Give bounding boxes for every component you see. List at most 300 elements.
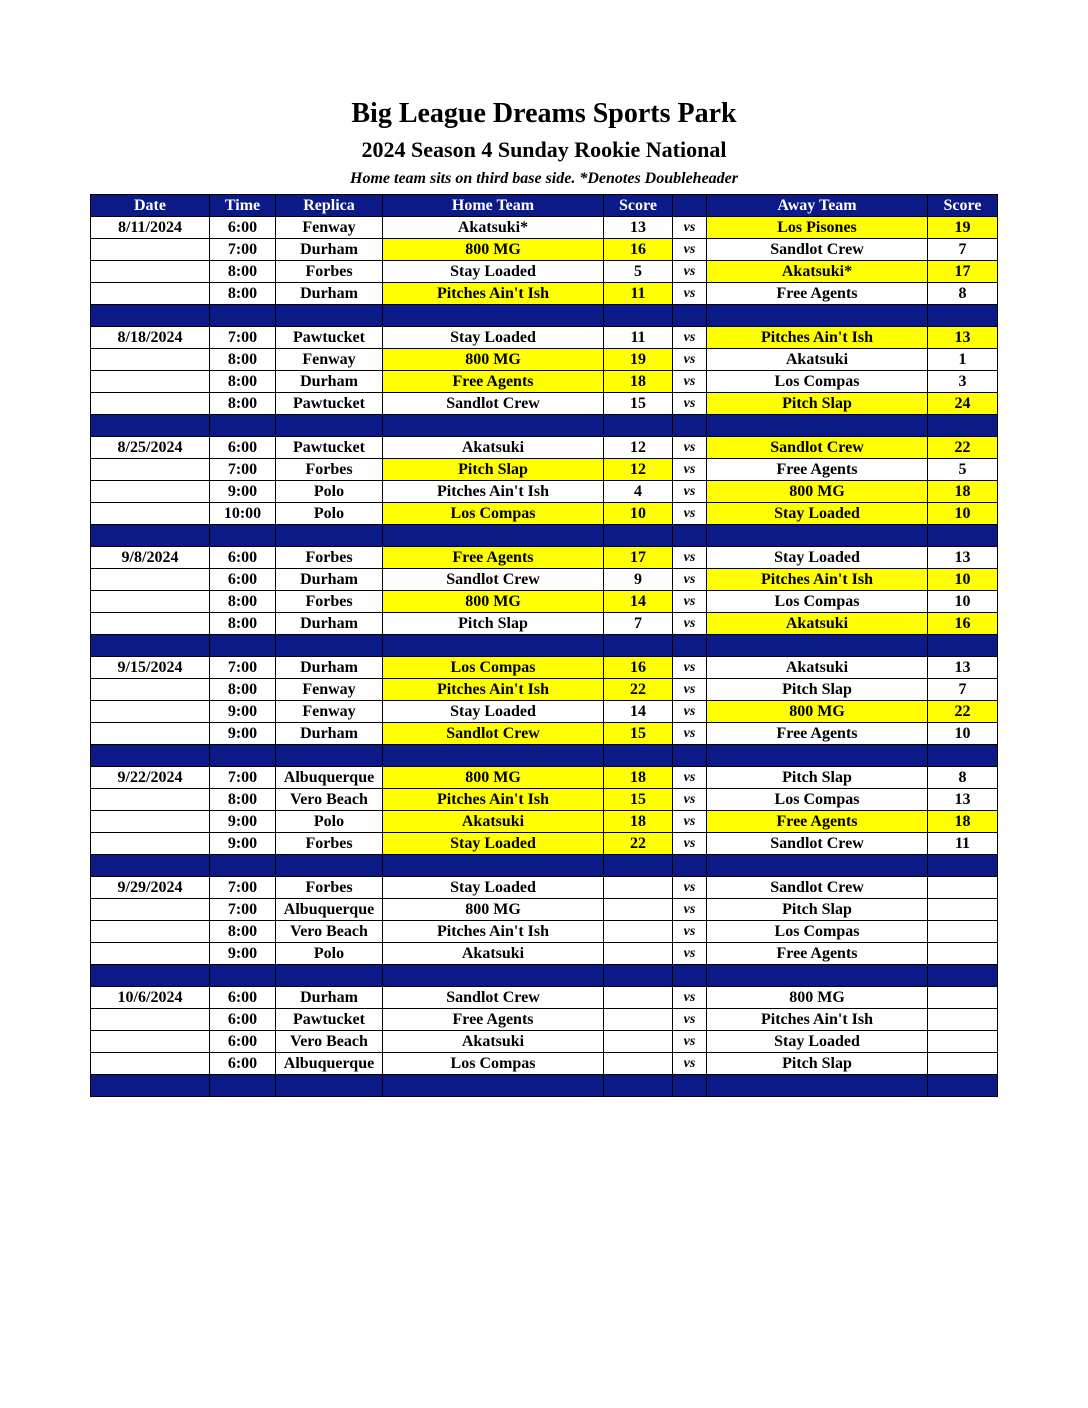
separator-cell: [276, 965, 383, 987]
week-separator-row: [91, 305, 998, 327]
time-cell: 8:00: [210, 591, 276, 613]
game-row: [91, 371, 998, 393]
replica-cell: Polo: [276, 811, 383, 833]
game-row: [91, 349, 998, 371]
away-team-cell: Pitches Ain't Ish: [707, 1009, 928, 1031]
home-score-cell: 16: [604, 657, 673, 679]
game-row: [91, 437, 998, 459]
date-cell: [91, 613, 210, 635]
away-team-cell: Stay Loaded: [707, 1031, 928, 1053]
time-cell: 7:00: [210, 459, 276, 481]
date-cell: 8/18/2024: [91, 327, 210, 349]
home-score-cell: 19: [604, 349, 673, 371]
home-team-cell: Akatsuki*: [383, 217, 604, 239]
game-row: [91, 239, 998, 261]
separator-cell: [928, 855, 998, 877]
away-score-cell: 16: [928, 613, 998, 635]
header-replica: Replica: [276, 195, 383, 217]
home-score-cell: 18: [604, 811, 673, 833]
game-row: [91, 679, 998, 701]
home-score-cell: 14: [604, 591, 673, 613]
time-cell: 6:00: [210, 569, 276, 591]
game-row: [91, 283, 998, 305]
time-cell: 6:00: [210, 437, 276, 459]
replica-cell: Fenway: [276, 349, 383, 371]
replica-cell: Pawtucket: [276, 437, 383, 459]
replica-cell: Forbes: [276, 261, 383, 283]
away-score-cell: [928, 1053, 998, 1075]
home-score-cell: [604, 1031, 673, 1053]
time-cell: 9:00: [210, 943, 276, 965]
away-team-cell: Stay Loaded: [707, 503, 928, 525]
home-team-cell: Sandlot Crew: [383, 987, 604, 1009]
home-team-cell: Free Agents: [383, 371, 604, 393]
time-cell: 8:00: [210, 371, 276, 393]
separator-cell: [928, 965, 998, 987]
vs-cell: vs: [673, 789, 707, 811]
separator-cell: [604, 525, 673, 547]
away-score-cell: 5: [928, 459, 998, 481]
home-score-cell: 17: [604, 547, 673, 569]
replica-cell: Albuquerque: [276, 1053, 383, 1075]
separator-cell: [707, 745, 928, 767]
away-score-cell: [928, 921, 998, 943]
header-away-score: Score: [928, 195, 998, 217]
separator-cell: [707, 525, 928, 547]
home-team-cell: Stay Loaded: [383, 327, 604, 349]
replica-cell: Fenway: [276, 701, 383, 723]
separator-cell: [91, 635, 210, 657]
away-score-cell: 1: [928, 349, 998, 371]
home-score-cell: [604, 899, 673, 921]
home-score-cell: [604, 877, 673, 899]
schedule-body: [91, 217, 998, 1097]
separator-cell: [928, 1075, 998, 1097]
date-cell: [91, 393, 210, 415]
separator-cell: [707, 965, 928, 987]
separator-cell: [91, 745, 210, 767]
away-score-cell: 10: [928, 591, 998, 613]
separator-cell: [604, 415, 673, 437]
home-score-cell: [604, 1009, 673, 1031]
game-row: [91, 217, 998, 239]
away-score-cell: [928, 899, 998, 921]
away-team-cell: Sandlot Crew: [707, 833, 928, 855]
home-team-cell: Los Compas: [383, 503, 604, 525]
replica-cell: Pawtucket: [276, 1009, 383, 1031]
vs-cell: vs: [673, 1031, 707, 1053]
schedule-note: Home team sits on third base side. *Denotes Doubleheader: [350, 170, 738, 187]
separator-cell: [673, 1075, 707, 1097]
home-team-cell: Pitch Slap: [383, 613, 604, 635]
header-date: Date: [91, 195, 210, 217]
home-team-cell: 800 MG: [383, 767, 604, 789]
replica-cell: Vero Beach: [276, 1031, 383, 1053]
away-team-cell: Pitches Ain't Ish: [707, 569, 928, 591]
home-team-cell: Stay Loaded: [383, 877, 604, 899]
game-row: [91, 921, 998, 943]
time-cell: 7:00: [210, 657, 276, 679]
separator-cell: [210, 635, 276, 657]
replica-cell: Forbes: [276, 459, 383, 481]
away-team-cell: Akatsuki*: [707, 261, 928, 283]
separator-cell: [383, 965, 604, 987]
separator-cell: [276, 855, 383, 877]
separator-cell: [383, 415, 604, 437]
time-cell: 7:00: [210, 877, 276, 899]
separator-cell: [383, 305, 604, 327]
separator-cell: [210, 745, 276, 767]
replica-cell: Polo: [276, 943, 383, 965]
time-cell: 8:00: [210, 921, 276, 943]
replica-cell: Fenway: [276, 679, 383, 701]
time-cell: 8:00: [210, 789, 276, 811]
away-score-cell: 13: [928, 657, 998, 679]
home-score-cell: 11: [604, 327, 673, 349]
away-team-cell: Los Compas: [707, 921, 928, 943]
date-cell: [91, 833, 210, 855]
away-team-cell: Los Pisones: [707, 217, 928, 239]
home-team-cell: Los Compas: [383, 1053, 604, 1075]
time-cell: 6:00: [210, 217, 276, 239]
page-subtitle: 2024 Season 4 Sunday Rookie National: [361, 137, 727, 162]
away-score-cell: 8: [928, 767, 998, 789]
game-row: [91, 723, 998, 745]
home-score-cell: 14: [604, 701, 673, 723]
date-cell: [91, 899, 210, 921]
away-score-cell: 13: [928, 789, 998, 811]
date-cell: [91, 1053, 210, 1075]
home-score-cell: 12: [604, 459, 673, 481]
home-team-cell: Sandlot Crew: [383, 393, 604, 415]
separator-cell: [928, 525, 998, 547]
separator-cell: [383, 525, 604, 547]
home-team-cell: 800 MG: [383, 899, 604, 921]
header-home-team: Home Team: [383, 195, 604, 217]
vs-cell: vs: [673, 481, 707, 503]
game-row: [91, 1009, 998, 1031]
vs-cell: vs: [673, 327, 707, 349]
replica-cell: Pawtucket: [276, 393, 383, 415]
time-cell: 9:00: [210, 481, 276, 503]
home-score-cell: 5: [604, 261, 673, 283]
vs-cell: vs: [673, 811, 707, 833]
date-cell: [91, 283, 210, 305]
game-row: [91, 701, 998, 723]
replica-cell: Forbes: [276, 547, 383, 569]
home-team-cell: Los Compas: [383, 657, 604, 679]
vs-cell: vs: [673, 613, 707, 635]
separator-cell: [276, 525, 383, 547]
vs-cell: vs: [673, 393, 707, 415]
time-cell: 7:00: [210, 899, 276, 921]
week-separator-row: [91, 965, 998, 987]
away-team-cell: Free Agents: [707, 811, 928, 833]
game-row: [91, 899, 998, 921]
home-score-cell: 15: [604, 393, 673, 415]
separator-cell: [707, 855, 928, 877]
separator-cell: [383, 1075, 604, 1097]
game-row: [91, 789, 998, 811]
separator-cell: [210, 415, 276, 437]
away-score-cell: 13: [928, 327, 998, 349]
separator-cell: [673, 965, 707, 987]
away-score-cell: 22: [928, 701, 998, 723]
game-row: [91, 833, 998, 855]
away-team-cell: Free Agents: [707, 943, 928, 965]
replica-cell: Durham: [276, 723, 383, 745]
week-separator-row: [91, 1075, 998, 1097]
separator-cell: [707, 305, 928, 327]
date-cell: 10/6/2024: [91, 987, 210, 1009]
replica-cell: Durham: [276, 987, 383, 1009]
home-score-cell: 4: [604, 481, 673, 503]
game-row: [91, 547, 998, 569]
separator-cell: [276, 745, 383, 767]
replica-cell: Albuquerque: [276, 899, 383, 921]
home-team-cell: Stay Loaded: [383, 701, 604, 723]
date-cell: [91, 723, 210, 745]
home-team-cell: Sandlot Crew: [383, 723, 604, 745]
header-away-team: Away Team: [707, 195, 928, 217]
time-cell: 10:00: [210, 503, 276, 525]
home-team-cell: Pitches Ain't Ish: [383, 789, 604, 811]
game-row: [91, 1031, 998, 1053]
game-row: [91, 657, 998, 679]
game-row: [91, 987, 998, 1009]
separator-cell: [928, 305, 998, 327]
home-score-cell: 11: [604, 283, 673, 305]
vs-cell: vs: [673, 239, 707, 261]
time-cell: 9:00: [210, 833, 276, 855]
vs-cell: vs: [673, 943, 707, 965]
time-cell: 9:00: [210, 723, 276, 745]
home-team-cell: Pitches Ain't Ish: [383, 921, 604, 943]
separator-cell: [91, 525, 210, 547]
date-cell: 9/8/2024: [91, 547, 210, 569]
game-row: [91, 393, 998, 415]
separator-cell: [673, 635, 707, 657]
away-score-cell: 8: [928, 283, 998, 305]
vs-cell: vs: [673, 921, 707, 943]
away-score-cell: 24: [928, 393, 998, 415]
away-team-cell: Pitch Slap: [707, 679, 928, 701]
replica-cell: Polo: [276, 481, 383, 503]
away-score-cell: 10: [928, 503, 998, 525]
away-team-cell: Sandlot Crew: [707, 877, 928, 899]
separator-cell: [210, 305, 276, 327]
separator-cell: [928, 745, 998, 767]
vs-cell: vs: [673, 833, 707, 855]
away-score-cell: 10: [928, 723, 998, 745]
away-score-cell: [928, 1031, 998, 1053]
separator-cell: [383, 745, 604, 767]
separator-cell: [928, 415, 998, 437]
replica-cell: Forbes: [276, 833, 383, 855]
home-score-cell: [604, 1053, 673, 1075]
home-score-cell: 9: [604, 569, 673, 591]
home-team-cell: 800 MG: [383, 349, 604, 371]
separator-cell: [91, 1075, 210, 1097]
home-score-cell: 15: [604, 723, 673, 745]
separator-cell: [707, 635, 928, 657]
away-score-cell: 7: [928, 679, 998, 701]
home-score-cell: 22: [604, 833, 673, 855]
replica-cell: Durham: [276, 371, 383, 393]
home-team-cell: Free Agents: [383, 547, 604, 569]
separator-cell: [383, 855, 604, 877]
date-cell: [91, 1009, 210, 1031]
replica-cell: Pawtucket: [276, 327, 383, 349]
date-cell: [91, 349, 210, 371]
game-row: [91, 811, 998, 833]
separator-cell: [673, 415, 707, 437]
game-row: [91, 767, 998, 789]
away-team-cell: 800 MG: [707, 987, 928, 1009]
home-team-cell: 800 MG: [383, 591, 604, 613]
replica-cell: Vero Beach: [276, 921, 383, 943]
home-team-cell: Sandlot Crew: [383, 569, 604, 591]
separator-cell: [210, 965, 276, 987]
date-cell: [91, 1031, 210, 1053]
time-cell: 6:00: [210, 1053, 276, 1075]
date-cell: [91, 811, 210, 833]
home-team-cell: Pitches Ain't Ish: [383, 679, 604, 701]
separator-cell: [673, 525, 707, 547]
vs-cell: vs: [673, 723, 707, 745]
game-row: [91, 877, 998, 899]
week-separator-row: [91, 635, 998, 657]
vs-cell: vs: [673, 547, 707, 569]
away-team-cell: Los Compas: [707, 591, 928, 613]
vs-cell: vs: [673, 261, 707, 283]
away-team-cell: Pitch Slap: [707, 1053, 928, 1075]
separator-cell: [707, 1075, 928, 1097]
vs-cell: vs: [673, 679, 707, 701]
game-row: [91, 503, 998, 525]
away-score-cell: 17: [928, 261, 998, 283]
home-team-cell: Free Agents: [383, 1009, 604, 1031]
schedule-table: [90, 194, 998, 1097]
separator-cell: [673, 855, 707, 877]
separator-cell: [91, 965, 210, 987]
date-cell: [91, 921, 210, 943]
vs-cell: vs: [673, 437, 707, 459]
separator-cell: [707, 415, 928, 437]
time-cell: 6:00: [210, 547, 276, 569]
separator-cell: [276, 415, 383, 437]
header-home-score: Score: [604, 195, 673, 217]
time-cell: 9:00: [210, 811, 276, 833]
page-title: Big League Dreams Sports Park: [351, 98, 737, 129]
separator-cell: [210, 1075, 276, 1097]
home-team-cell: Stay Loaded: [383, 833, 604, 855]
home-score-cell: 16: [604, 239, 673, 261]
replica-cell: Durham: [276, 613, 383, 635]
home-team-cell: Akatsuki: [383, 437, 604, 459]
separator-cell: [604, 1075, 673, 1097]
away-team-cell: Free Agents: [707, 283, 928, 305]
vs-cell: vs: [673, 283, 707, 305]
separator-cell: [604, 855, 673, 877]
date-cell: [91, 503, 210, 525]
vs-cell: vs: [673, 701, 707, 723]
date-cell: [91, 591, 210, 613]
time-cell: 6:00: [210, 1031, 276, 1053]
replica-cell: Durham: [276, 283, 383, 305]
separator-cell: [276, 635, 383, 657]
date-cell: 9/29/2024: [91, 877, 210, 899]
away-team-cell: Los Compas: [707, 789, 928, 811]
separator-cell: [604, 745, 673, 767]
time-cell: 8:00: [210, 393, 276, 415]
home-score-cell: 18: [604, 767, 673, 789]
time-cell: 6:00: [210, 1009, 276, 1031]
home-score-cell: [604, 943, 673, 965]
away-team-cell: Pitch Slap: [707, 899, 928, 921]
vs-cell: vs: [673, 657, 707, 679]
away-team-cell: Pitches Ain't Ish: [707, 327, 928, 349]
away-score-cell: [928, 1009, 998, 1031]
vs-cell: vs: [673, 877, 707, 899]
home-team-cell: 800 MG: [383, 239, 604, 261]
date-cell: 8/11/2024: [91, 217, 210, 239]
replica-cell: Polo: [276, 503, 383, 525]
time-cell: 8:00: [210, 261, 276, 283]
away-score-cell: 22: [928, 437, 998, 459]
separator-cell: [276, 1075, 383, 1097]
away-score-cell: 7: [928, 239, 998, 261]
home-score-cell: [604, 921, 673, 943]
away-score-cell: [928, 877, 998, 899]
week-separator-row: [91, 745, 998, 767]
separator-cell: [210, 855, 276, 877]
replica-cell: Durham: [276, 657, 383, 679]
time-cell: 8:00: [210, 613, 276, 635]
away-score-cell: 18: [928, 481, 998, 503]
vs-cell: vs: [673, 1009, 707, 1031]
time-cell: 8:00: [210, 349, 276, 371]
replica-cell: Vero Beach: [276, 789, 383, 811]
away-score-cell: 11: [928, 833, 998, 855]
vs-cell: vs: [673, 349, 707, 371]
date-cell: [91, 701, 210, 723]
week-separator-row: [91, 415, 998, 437]
away-team-cell: 800 MG: [707, 481, 928, 503]
away-team-cell: Akatsuki: [707, 613, 928, 635]
separator-cell: [673, 305, 707, 327]
vs-cell: vs: [673, 371, 707, 393]
date-cell: [91, 261, 210, 283]
game-row: [91, 327, 998, 349]
away-team-cell: Los Compas: [707, 371, 928, 393]
away-team-cell: Sandlot Crew: [707, 437, 928, 459]
home-score-cell: 12: [604, 437, 673, 459]
time-cell: 9:00: [210, 701, 276, 723]
separator-cell: [210, 525, 276, 547]
time-cell: 6:00: [210, 987, 276, 1009]
time-cell: 8:00: [210, 679, 276, 701]
away-score-cell: 10: [928, 569, 998, 591]
home-team-cell: Akatsuki: [383, 811, 604, 833]
separator-cell: [604, 965, 673, 987]
week-separator-row: [91, 855, 998, 877]
away-score-cell: 18: [928, 811, 998, 833]
replica-cell: Fenway: [276, 217, 383, 239]
home-score-cell: 10: [604, 503, 673, 525]
separator-cell: [276, 305, 383, 327]
time-cell: 7:00: [210, 327, 276, 349]
